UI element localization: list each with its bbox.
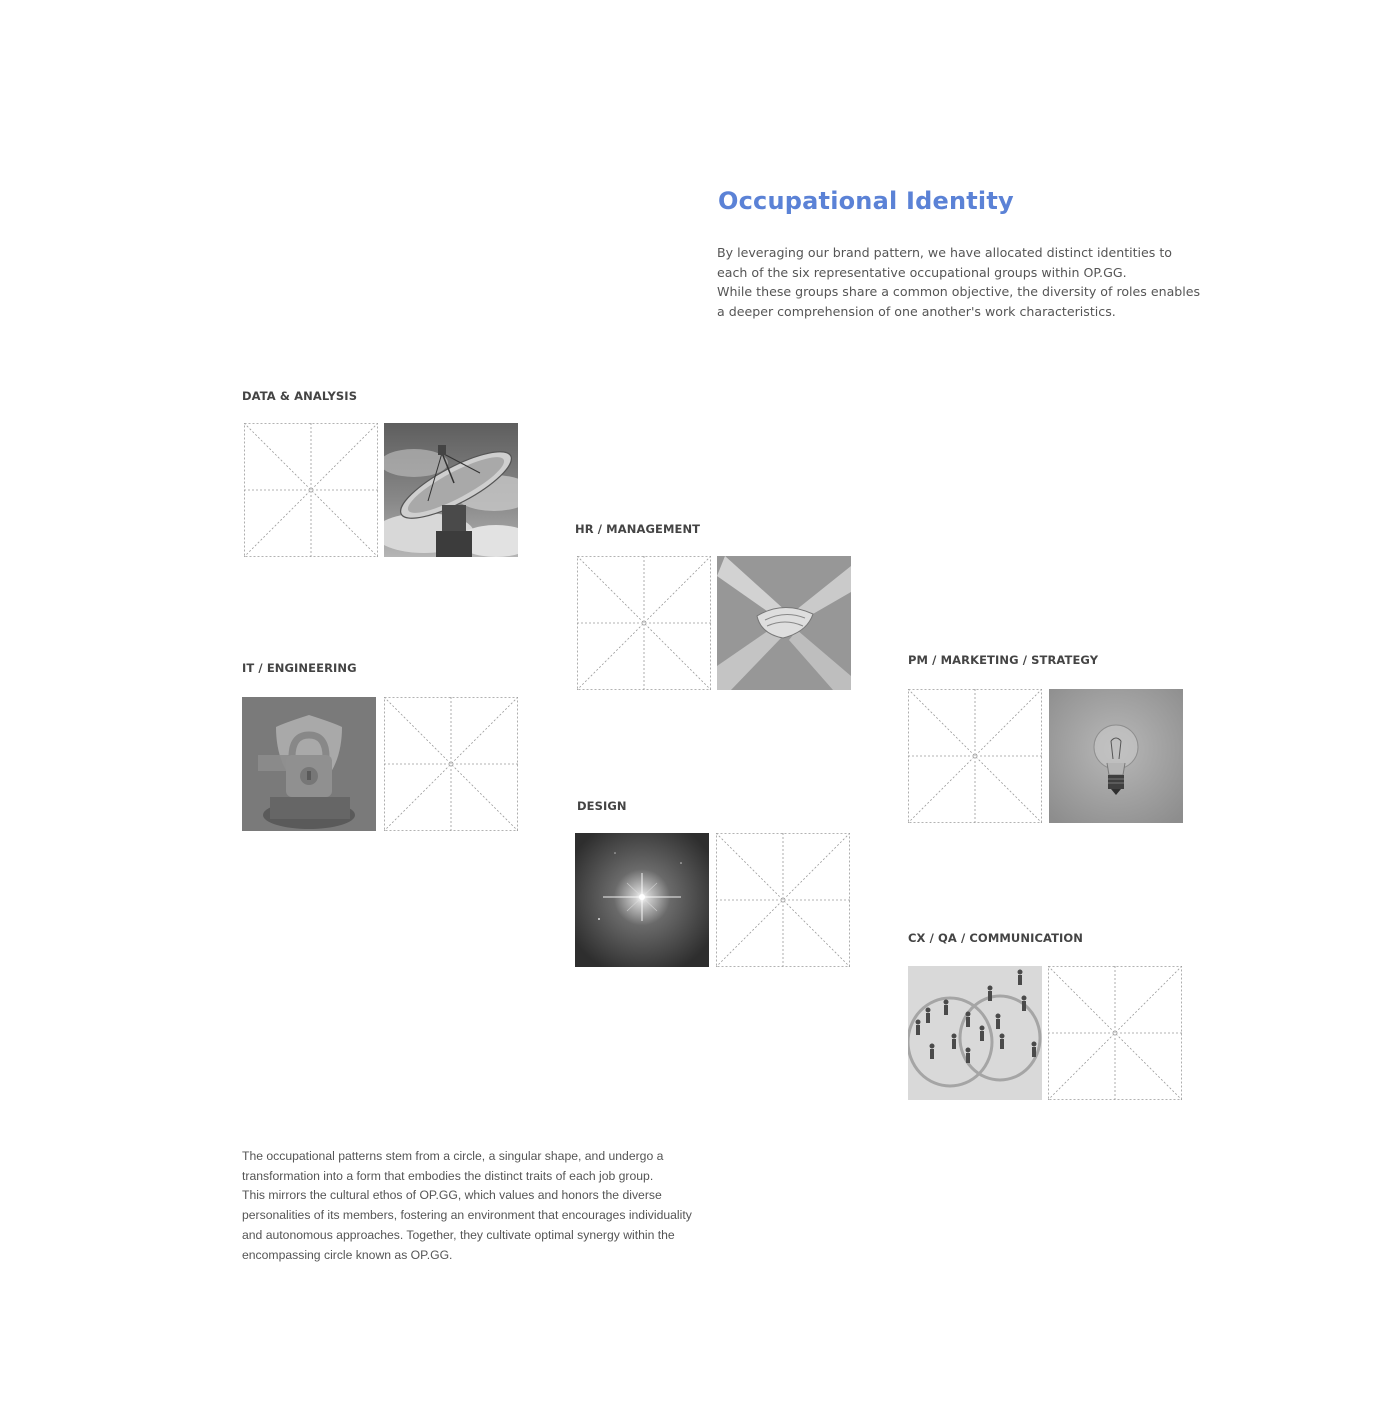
intro-line: a deeper comprehension of one another's work characteristics. (717, 304, 1116, 320)
pattern-placeholder (244, 423, 378, 557)
group-label-data-analysis: DATA & ANALYSIS (242, 389, 358, 403)
page-title: Occupational Identity (718, 187, 1014, 215)
stacked-hands-photo (717, 556, 851, 690)
pattern-placeholder (1048, 966, 1182, 1100)
pattern-placeholder (908, 689, 1042, 823)
outro-line: transformation into a form that embodies the distinct traits of each job group. (242, 1168, 654, 1183)
light-bulb-photo (1049, 689, 1183, 823)
people-in-circles-photo (908, 966, 1042, 1100)
group-label-pm-marketing-strategy: PM / MARKETING / STRATEGY (908, 653, 1099, 667)
group-label-hr-management: HR / MANAGEMENT (575, 522, 701, 536)
padlock-shield-photo (242, 697, 376, 831)
group-label-it-engineering: IT / ENGINEERING (242, 661, 357, 675)
pattern-placeholder (716, 833, 850, 967)
group-label-design: DESIGN (577, 799, 627, 813)
outro-paragraph (242, 1147, 722, 1265)
starburst-photo (575, 833, 709, 967)
intro-paragraph (717, 243, 1201, 322)
outro-line: The occupational patterns stem from a circle, a singular shape, and undergo a (242, 1149, 664, 1163)
outro-line: This mirrors the cultural ethos of OP.GG, which values and honors the diverse (242, 1188, 662, 1203)
group-label-cx-qa-communication: CX / QA / COMMUNICATION (908, 931, 1084, 945)
outro-line: encompassing circle known as OP.GG. (242, 1247, 453, 1262)
satellite-dish-photo (384, 423, 518, 557)
pattern-placeholder (577, 556, 711, 690)
outro-line: personalities of its members, fostering an environment that encourages individuality (242, 1208, 692, 1223)
outro-line: and autonomous approaches. Together, they cultivate optimal synergy within the (242, 1227, 675, 1242)
intro-line: By leveraging our brand pattern, we have allocated distinct identities to (717, 245, 1173, 260)
pattern-placeholder (384, 697, 518, 831)
intro-line: each of the six representative occupational groups within OP.GG. (717, 264, 1127, 280)
intro-line: While these groups share a common objective, the diversity of roles enables (717, 284, 1201, 300)
